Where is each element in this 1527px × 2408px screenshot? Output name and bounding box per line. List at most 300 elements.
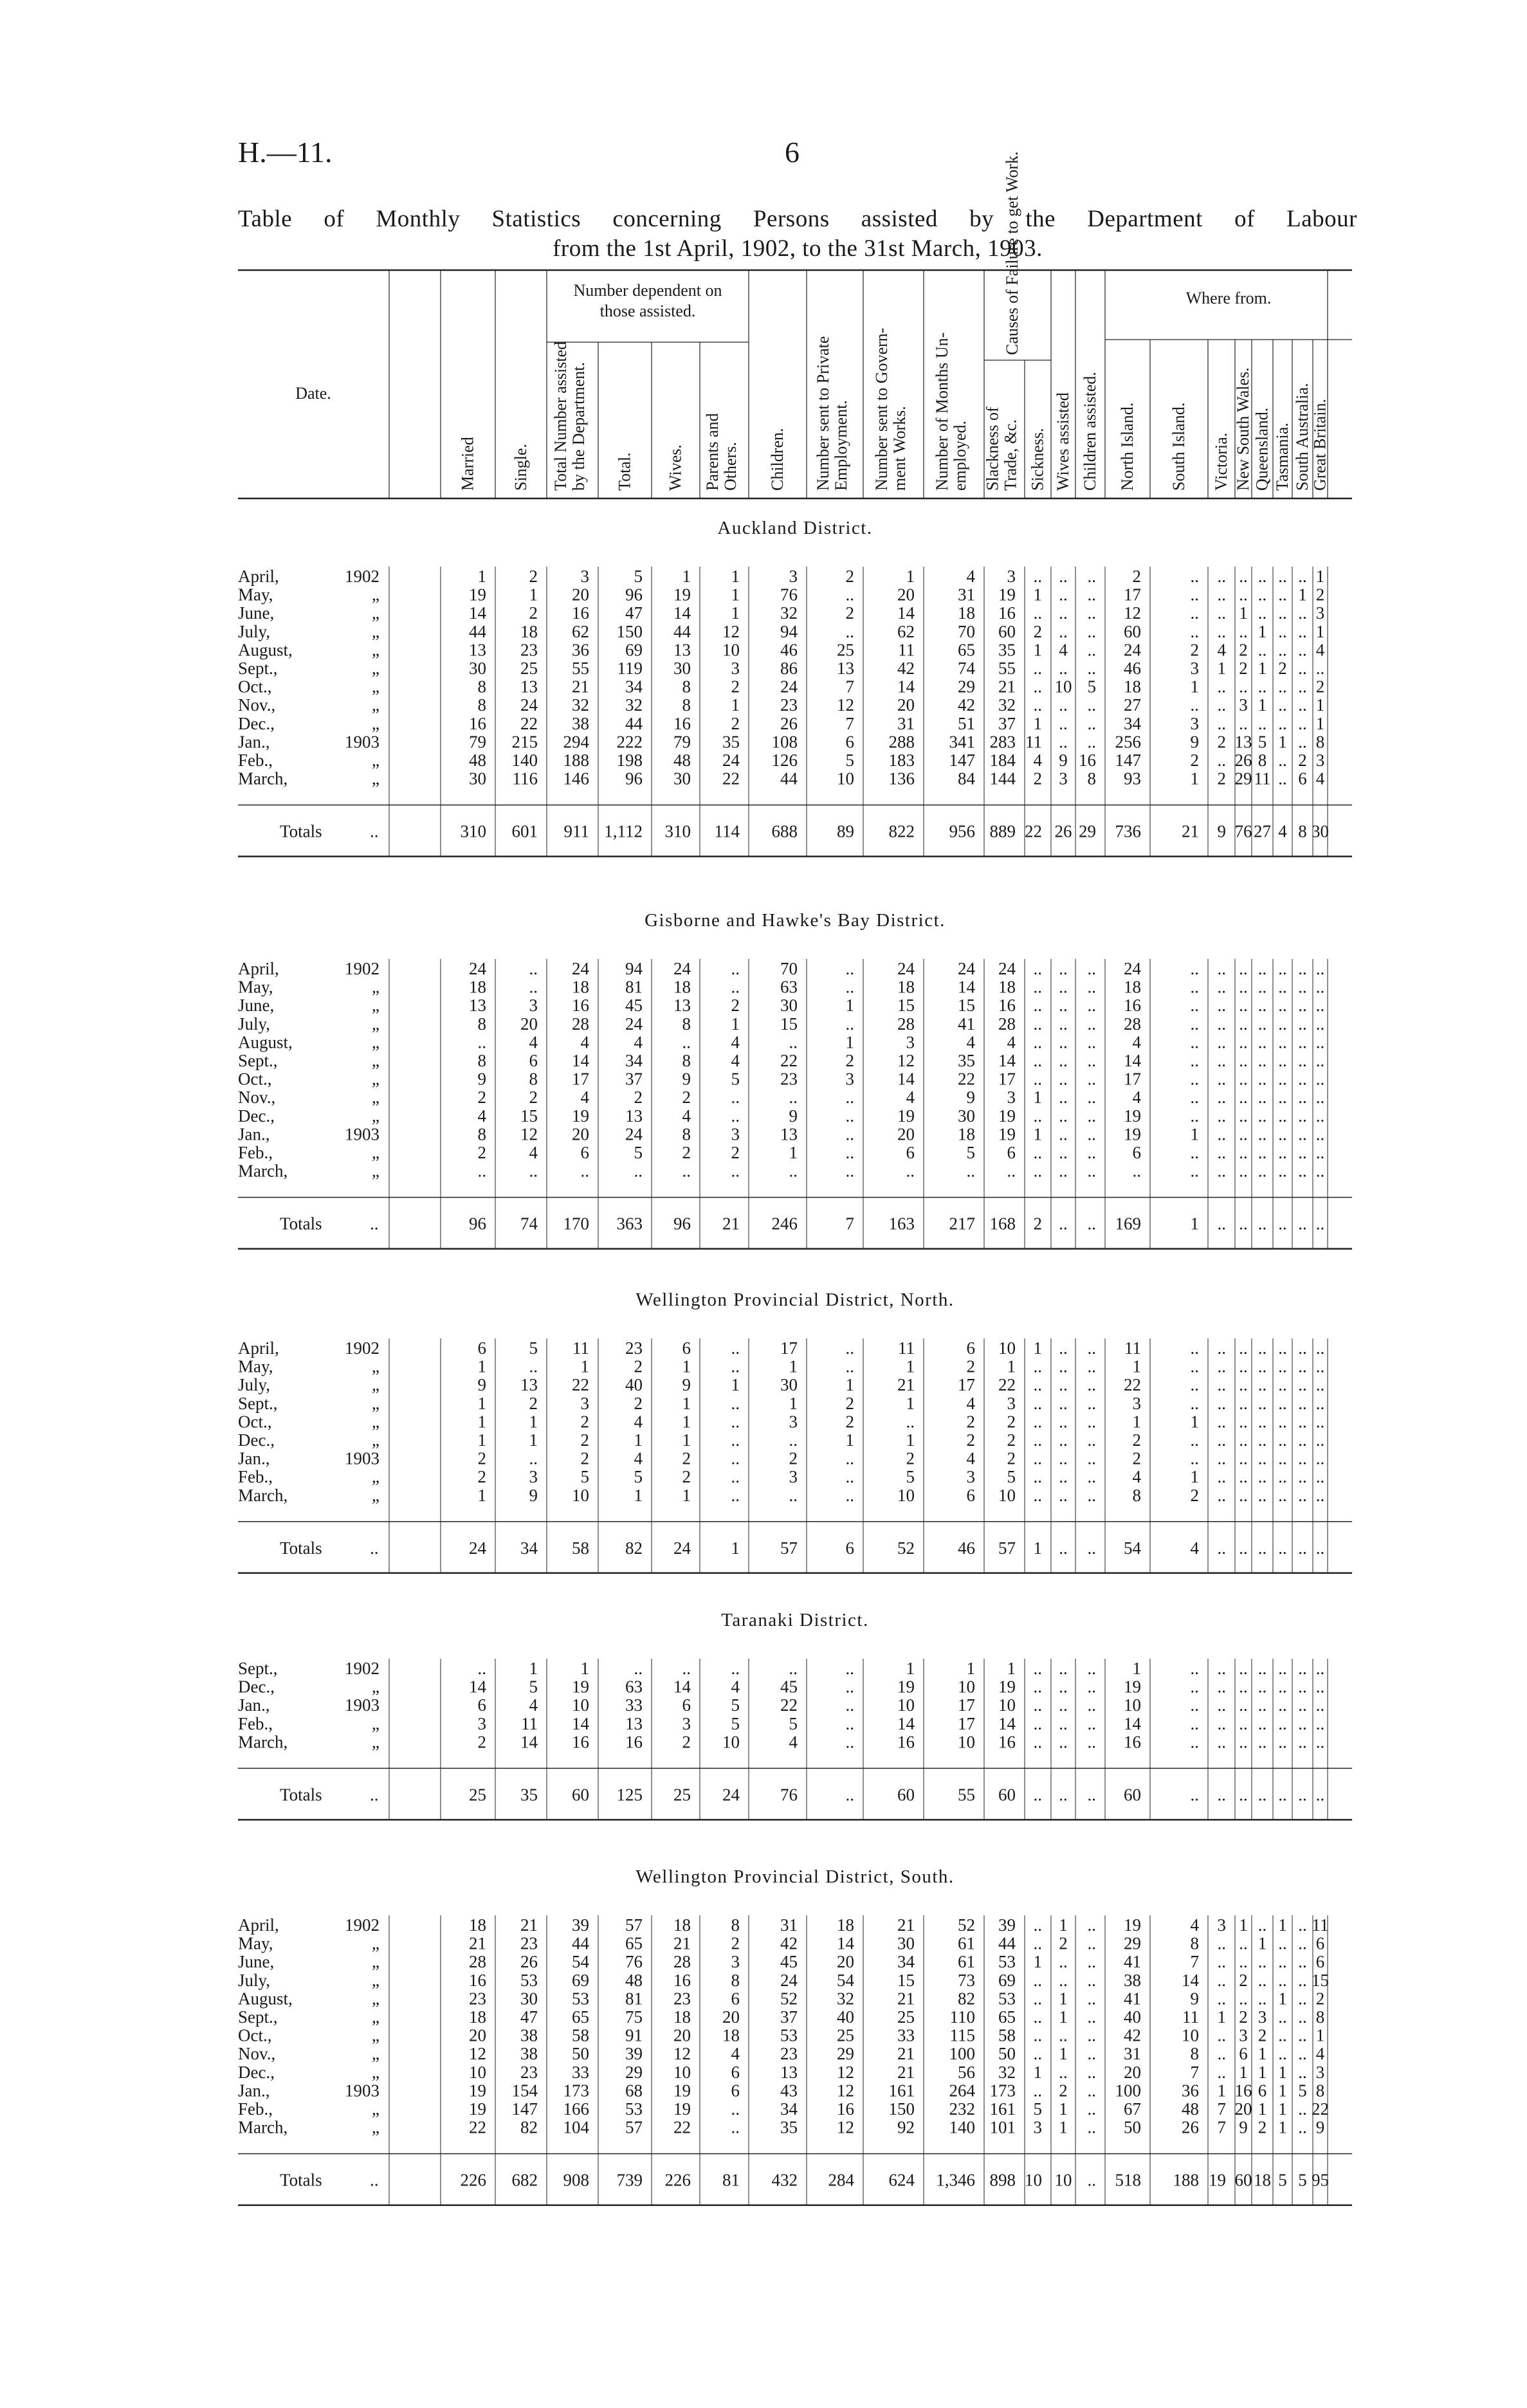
row-year: „: [372, 751, 379, 770]
table-cell: ..: [1278, 1713, 1287, 1733]
table-cell: 1: [731, 1014, 740, 1034]
table-cell: 20: [469, 2025, 486, 2045]
table-cell: 2: [1007, 1448, 1016, 1468]
table-cell: ..: [1298, 959, 1307, 978]
table-cell: 5: [906, 1467, 915, 1487]
table-cell: ..: [1217, 1713, 1226, 1733]
table-cell: 1: [1217, 2081, 1226, 2101]
table-cell: ..: [1298, 1161, 1307, 1181]
table-cell: ..: [1257, 1088, 1267, 1108]
table-cell: ..: [1059, 1485, 1068, 1505]
table-cell: ..: [1190, 1014, 1199, 1034]
table-cell: ..: [1315, 959, 1325, 978]
totals-cell: 46: [958, 1538, 975, 1558]
header-queensland: Queensland.: [1252, 407, 1272, 491]
row-month: Jan.,: [238, 1695, 270, 1715]
header-slackness-line1: Slackness of: [983, 406, 1002, 491]
table-cell: ..: [1315, 1106, 1325, 1126]
table-cell: 116: [512, 769, 538, 789]
table-cell: ..: [1278, 1933, 1287, 1953]
table-cell: ..: [1217, 1933, 1226, 1953]
table-cell: 93: [1124, 769, 1141, 789]
table-cell: 4: [966, 1393, 975, 1413]
header-wives: Wives.: [666, 444, 685, 491]
table-cell: 1: [1190, 1412, 1199, 1432]
table-cell: 4: [634, 1032, 643, 1052]
table-cell: 1: [1190, 1467, 1199, 1487]
table-cell: 1: [1278, 2099, 1287, 2119]
table-cell: 4: [731, 2044, 740, 2064]
table-cell: ..: [634, 1659, 643, 1678]
totals-cell: 908: [563, 2170, 589, 2190]
table-cell: 58: [998, 2025, 1016, 2045]
table-cell: 1: [1033, 640, 1042, 660]
table-cell: ..: [1239, 567, 1248, 586]
table-cell: ..: [1059, 1124, 1068, 1144]
totals-cell: 822: [888, 821, 915, 841]
table-cell: 15: [520, 1106, 538, 1126]
table-cell: 4: [529, 1695, 538, 1715]
header-children: Children.: [768, 428, 787, 491]
table-cell: 94: [625, 959, 643, 978]
table-cell: 2: [477, 1088, 486, 1108]
table-cell: ..: [1298, 1106, 1307, 1126]
table-cell: ..: [529, 1161, 538, 1181]
table-cell: 1: [682, 1356, 691, 1376]
table-cell: ..: [1298, 1732, 1307, 1752]
table-cell: ..: [1257, 1338, 1267, 1358]
table-cell: 14: [897, 677, 915, 697]
row-year: „: [372, 1393, 379, 1413]
table-cell: 1: [1033, 1338, 1042, 1358]
table-cell: 288: [888, 732, 915, 752]
table-cell: 23: [520, 1933, 538, 1953]
table-cell: 40: [837, 2007, 854, 2027]
table-cell: ..: [1087, 1467, 1096, 1487]
table-title: [238, 205, 1357, 264]
table-cell: 1: [906, 1659, 915, 1678]
row-month: Nov.,: [238, 1088, 276, 1108]
table-cell: ..: [1059, 1713, 1068, 1733]
table-cell: ..: [1298, 1032, 1307, 1052]
table-cell: ..: [1059, 1088, 1068, 1108]
totals-cell: 26: [1054, 821, 1072, 841]
row-month: Jan.,: [238, 1448, 270, 1468]
table-cell: ..: [1278, 769, 1287, 789]
table-cell: 8: [731, 1915, 740, 1935]
row-year: „: [372, 1088, 379, 1108]
table-cell: ..: [1033, 2044, 1042, 2064]
header-great_britain: Great Britain.: [1310, 399, 1330, 491]
table-cell: 2: [731, 996, 740, 1016]
table-cell: 19: [897, 1106, 915, 1126]
table-cell: ..: [1217, 1143, 1226, 1162]
table-cell: ..: [845, 1356, 854, 1376]
table-cell: ..: [1315, 1713, 1325, 1733]
row-year: „: [372, 769, 379, 789]
table-cell: ..: [1315, 996, 1325, 1016]
table-cell: 1: [845, 1375, 854, 1395]
table-cell: 8: [1257, 751, 1267, 770]
totals-cell: 76: [1234, 821, 1252, 841]
table-title-line-2: from the 1st April, 1902, to the 31st March, 1903.: [553, 235, 1043, 262]
table-cell: 8: [682, 1051, 691, 1070]
table-cell: 104: [563, 2117, 589, 2137]
table-cell: 31: [1124, 2044, 1141, 2064]
totals-cell: 169: [1115, 1214, 1141, 1234]
table-cell: 2: [580, 1430, 589, 1450]
header-private-line1: Number sent to Private: [814, 336, 832, 491]
table-cell: ..: [1217, 1106, 1226, 1126]
header-total_assisted-line2: by the Department.: [569, 362, 588, 491]
table-cell: 6: [731, 1989, 740, 2009]
table-cell: ..: [1059, 1032, 1068, 1052]
table-cell: 8: [529, 1069, 538, 1089]
totals-label: Totals: [280, 1785, 322, 1805]
totals-cell: ..: [1257, 1785, 1267, 1805]
table-cell: 2: [1315, 585, 1325, 605]
table-cell: 21: [897, 1375, 915, 1395]
table-cell: 3: [1059, 769, 1068, 789]
table-cell: 3: [1190, 659, 1199, 678]
table-cell: 173: [989, 2081, 1016, 2101]
table-cell: 6: [906, 1143, 915, 1162]
table-cell: ..: [1278, 1695, 1287, 1715]
table-cell: ..: [1087, 603, 1096, 623]
table-cell: ..: [1298, 1448, 1307, 1468]
table-cell: 1: [477, 1356, 486, 1376]
table-cell: 4: [580, 1088, 589, 1108]
table-cell: 16: [998, 603, 1016, 623]
table-cell: 22: [572, 1375, 589, 1395]
table-cell: ..: [1298, 1970, 1307, 1990]
table-cell: 8: [1315, 732, 1325, 752]
table-cell: ..: [1257, 1014, 1267, 1034]
table-cell: 8: [1132, 1485, 1141, 1505]
table-cell: ..: [1033, 659, 1042, 678]
table-cell: 20: [520, 1014, 538, 1034]
totals-label: Totals: [280, 2170, 322, 2190]
table-cell: 3: [1315, 603, 1325, 623]
table-cell: 1: [1059, 2007, 1068, 2027]
table-cell: 3: [477, 1713, 486, 1733]
table-cell: 1: [789, 1143, 798, 1162]
table-cell: ..: [1087, 1713, 1096, 1733]
table-cell: 44: [998, 1933, 1016, 1953]
totals-cell: ..: [1033, 1785, 1042, 1805]
row-month: Dec.,: [238, 1430, 275, 1450]
table-cell: 40: [625, 1375, 643, 1395]
header-nsw: New South Wales.: [1234, 367, 1252, 491]
table-cell: 5: [634, 1467, 643, 1487]
table-cell: 6: [1239, 2044, 1248, 2064]
table-cell: 32: [625, 695, 643, 715]
table-cell: ..: [1190, 1051, 1199, 1070]
table-cell: 3: [580, 567, 589, 586]
table-cell: 18: [722, 2025, 740, 2045]
table-cell: 79: [469, 732, 486, 752]
table-cell: ..: [1033, 1732, 1042, 1752]
table-cell: 28: [469, 1952, 486, 1972]
table-cell: 19: [469, 2081, 486, 2101]
table-cell: ..: [1278, 603, 1287, 623]
totals-cell: 60: [897, 1785, 915, 1805]
table-cell: ..: [1217, 977, 1226, 997]
table-cell: 2: [682, 1732, 691, 1752]
table-cell: ..: [1033, 1970, 1042, 1990]
table-cell: 25: [897, 2007, 915, 2027]
table-cell: ..: [1087, 2007, 1096, 2027]
table-cell: 3: [731, 659, 740, 678]
table-cell: 16: [998, 1732, 1016, 1752]
table-cell: 4: [966, 1448, 975, 1468]
table-cell: 10: [998, 1338, 1016, 1358]
totals-cell: 911: [563, 821, 589, 841]
table-cell: ..: [1059, 1143, 1068, 1162]
table-cell: 14: [520, 1732, 538, 1752]
table-cell: 6: [477, 1695, 486, 1715]
table-cell: ..: [1059, 1051, 1068, 1070]
table-cell: ..: [1033, 1448, 1042, 1468]
table-cell: 1: [1033, 2062, 1042, 2082]
table-cell: 5: [634, 1143, 643, 1162]
table-cell: ..: [1257, 1485, 1267, 1505]
row-year: „: [372, 1952, 379, 1972]
table-cell: ..: [1278, 751, 1287, 770]
row-month: May,: [238, 585, 273, 605]
header-dependent-group-line2: those assisted.: [599, 302, 696, 320]
table-cell: 38: [520, 2025, 538, 2045]
table-cell: ..: [1298, 996, 1307, 1016]
table-cell: 68: [625, 2081, 643, 2101]
table-cell: ..: [1315, 1448, 1325, 1468]
table-cell: ..: [1059, 1448, 1068, 1468]
table-cell: ..: [1257, 977, 1267, 997]
totals-cell: 60: [572, 1785, 589, 1805]
table-cell: 11: [572, 1338, 589, 1358]
table-cell: 20: [673, 2025, 691, 2045]
table-cell: ..: [1315, 1467, 1325, 1487]
table-cell: 30: [520, 1989, 538, 2009]
table-cell: 96: [625, 585, 643, 605]
row-month: June,: [238, 603, 275, 623]
table-cell: 1: [845, 1430, 854, 1450]
table-cell: ..: [1217, 1989, 1226, 2009]
table-cell: 2: [1257, 2025, 1267, 2045]
table-cell: 23: [520, 2062, 538, 2082]
table-cell: ..: [1087, 1677, 1096, 1697]
table-cell: 16: [897, 1732, 915, 1752]
table-cell: 2: [1059, 2081, 1068, 2101]
table-cell: 48: [1182, 2099, 1199, 2119]
table-cell: 50: [572, 2044, 589, 2064]
table-cell: ..: [529, 1356, 538, 1376]
table-cell: ..: [1059, 1695, 1068, 1715]
table-cell: ..: [1033, 1412, 1042, 1432]
table-cell: 17: [958, 1713, 975, 1733]
table-cell: ..: [845, 1732, 854, 1752]
totals-cell: 55: [958, 1785, 975, 1805]
table-cell: ..: [1217, 1695, 1226, 1715]
table-cell: ..: [1239, 1695, 1248, 1715]
table-cell: ..: [845, 585, 854, 605]
totals-cell: 246: [771, 1214, 798, 1234]
table-cell: 9: [477, 1375, 486, 1395]
table-cell: 1: [906, 567, 915, 586]
table-cell: 22: [722, 769, 740, 789]
table-cell: 2: [731, 713, 740, 733]
row-month: Jan.,: [238, 1124, 270, 1144]
table-cell: 6: [1298, 769, 1307, 789]
table-cell: ..: [1087, 1051, 1096, 1070]
table-cell: ..: [1298, 1069, 1307, 1089]
table-cell: 3: [731, 1952, 740, 1972]
table-cell: ..: [1278, 977, 1287, 997]
table-cell: 2: [529, 1393, 538, 1413]
table-cell: 19: [673, 585, 691, 605]
table-cell: 61: [958, 1952, 975, 1972]
table-cell: 17: [998, 1069, 1016, 1089]
table-cell: 43: [780, 2081, 798, 2101]
table-cell: ..: [1087, 977, 1096, 997]
table-cell: 3: [529, 1467, 538, 1487]
table-cell: ..: [1059, 959, 1068, 978]
table-cell: 16: [1124, 996, 1141, 1016]
table-cell: ..: [1278, 1952, 1287, 1972]
table-cell: 3: [1315, 751, 1325, 770]
header-months-line1: Number of Months Un-: [933, 332, 951, 491]
table-cell: ..: [1278, 1970, 1287, 1990]
table-cell: 28: [1124, 1014, 1141, 1034]
table-cell: 57: [625, 2117, 643, 2137]
table-cell: 1: [477, 1430, 486, 1450]
table-cell: 4: [731, 1051, 740, 1070]
table-cell: 51: [958, 713, 975, 733]
table-cell: ..: [1315, 1659, 1325, 1678]
table-cell: 1: [731, 695, 740, 715]
table-cell: 1: [1315, 621, 1325, 641]
table-cell: ..: [1298, 1143, 1307, 1162]
table-cell: ..: [1059, 659, 1068, 678]
section-title-1: Auckland District.: [717, 518, 873, 538]
row-year: 1903: [345, 1448, 379, 1468]
table-cell: 10: [998, 1485, 1016, 1505]
table-cell: 3: [1007, 1088, 1016, 1108]
table-cell: 18: [998, 977, 1016, 997]
table-cell: 146: [563, 769, 589, 789]
table-cell: 2: [580, 1448, 589, 1468]
table-cell: 1: [1059, 1915, 1068, 1935]
table-cell: 2: [845, 1393, 854, 1413]
totals-cell: 96: [469, 1214, 486, 1234]
table-cell: 2: [1190, 1485, 1199, 1505]
table-cell: 21: [897, 1915, 915, 1935]
table-cell: 3: [1132, 1393, 1141, 1413]
table-cell: 86: [780, 659, 798, 678]
table-cell: ..: [845, 1467, 854, 1487]
table-cell: ..: [1217, 2025, 1226, 2045]
totals-cell: 2: [1033, 1214, 1042, 1234]
table-cell: 29: [1234, 769, 1252, 789]
table-cell: 6: [731, 2062, 740, 2082]
table-cell: ..: [1239, 1952, 1248, 1972]
row-year: „: [372, 977, 379, 997]
table-cell: 70: [958, 621, 975, 641]
table-cell: ..: [1278, 1032, 1287, 1052]
table-cell: ..: [1190, 603, 1199, 623]
table-cell: 1: [1257, 659, 1267, 678]
table-cell: 9: [1190, 1989, 1199, 2009]
totals-cell: 518: [1115, 2170, 1141, 2190]
row-month: April,: [238, 959, 279, 978]
table-cell: 32: [998, 695, 1016, 715]
table-cell: ..: [1033, 1375, 1042, 1395]
table-cell: ..: [1217, 1430, 1226, 1450]
table-cell: ..: [1257, 1970, 1267, 1990]
table-cell: 16: [572, 1732, 589, 1752]
row-month: Feb.,: [238, 751, 273, 770]
table-cell: 4: [731, 1677, 740, 1697]
table-cell: ..: [1278, 1375, 1287, 1395]
table-cell: 21: [673, 1933, 691, 1953]
table-cell: ..: [1298, 1989, 1307, 2009]
table-cell: 108: [771, 732, 798, 752]
table-cell: ..: [1315, 1732, 1325, 1752]
table-cell: 20: [897, 585, 915, 605]
table-cell: 39: [572, 1915, 589, 1935]
table-cell: ..: [1087, 1161, 1096, 1181]
table-cell: 76: [625, 1952, 643, 1972]
totals-cell: 21: [1182, 821, 1199, 841]
table-cell: 27: [1124, 695, 1141, 715]
table-cell: ..: [1239, 585, 1248, 605]
table-cell: ..: [731, 977, 740, 997]
table-cell: 10: [998, 1695, 1016, 1715]
row-year: „: [372, 1677, 379, 1697]
table-cell: 1: [1190, 677, 1199, 697]
table-cell: 6: [580, 1143, 589, 1162]
table-cell: ..: [845, 1338, 854, 1358]
table-cell: ..: [1257, 1124, 1267, 1144]
totals-cell: 60: [1234, 2170, 1252, 2190]
table-cell: 4: [906, 1088, 915, 1108]
table-cell: ..: [1190, 1659, 1199, 1678]
table-cell: ..: [731, 1412, 740, 1432]
table-cell: 47: [520, 2007, 538, 2027]
table-cell: ..: [845, 1014, 854, 1034]
table-cell: 25: [837, 640, 854, 660]
table-cell: 56: [958, 2062, 975, 2082]
table-cell: 31: [958, 585, 975, 605]
table-cell: 341: [949, 732, 975, 752]
table-cell: 69: [998, 1970, 1016, 1990]
table-cell: 18: [958, 1124, 975, 1144]
table-cell: ..: [1257, 1713, 1267, 1733]
table-cell: 10: [572, 1485, 589, 1505]
table-cell: ..: [1239, 1069, 1248, 1089]
table-cell: 4: [789, 1732, 798, 1752]
table-cell: 35: [722, 732, 740, 752]
table-cell: 1: [1278, 2081, 1287, 2101]
table-cell: 38: [520, 2044, 538, 2064]
header-government-line2: ment Works.: [890, 406, 909, 491]
table-cell: 13: [625, 1106, 643, 1126]
table-cell: ..: [1315, 1143, 1325, 1162]
table-cell: 1: [634, 1430, 643, 1450]
table-cell: ..: [682, 1032, 691, 1052]
table-cell: 16: [998, 996, 1016, 1016]
table-cell: 22: [1124, 1375, 1141, 1395]
